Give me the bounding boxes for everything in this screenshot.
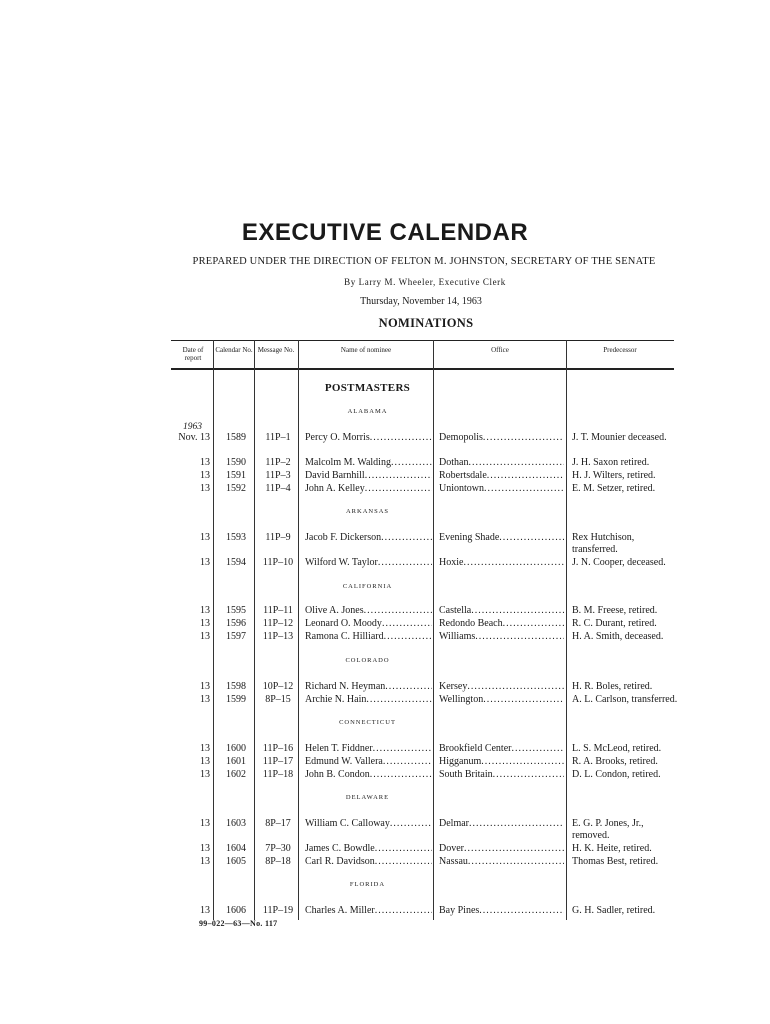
leader-dots	[375, 856, 432, 867]
row-office-text: Williams	[439, 631, 476, 642]
leader-dots	[468, 856, 564, 867]
row-message-no	[256, 856, 300, 867]
row-calendar-no-text: 1597	[226, 631, 246, 642]
row-date-text: 13	[200, 743, 210, 754]
row-date	[170, 618, 210, 629]
row-calendar-no	[216, 532, 256, 543]
row-message-no-text: 11P–18	[262, 769, 294, 780]
leader-dots	[511, 743, 564, 754]
row-nominee-name-text: William C. Calloway	[305, 818, 390, 829]
row-predecessor-text: B. M. Freese, retired.	[572, 605, 658, 616]
row-calendar-no	[216, 743, 256, 754]
row-office-text: Higganum	[439, 756, 482, 767]
row-calendar-no	[216, 457, 256, 468]
row-office-text: Hoxie	[439, 557, 464, 568]
row-calendar-no	[216, 618, 256, 629]
row-date	[170, 432, 210, 443]
row-date-text: 13	[200, 631, 210, 642]
row-date-text: 13	[200, 457, 210, 468]
row-calendar-no	[216, 769, 256, 780]
row-date	[170, 856, 210, 867]
row-message-no-text: 10P–12	[262, 681, 294, 692]
leader-dots	[479, 905, 564, 916]
row-date-text: 13	[200, 681, 210, 692]
row-predecessor-text: G. H. Sadler, retired.	[572, 905, 656, 916]
row-predecessor	[572, 457, 682, 469]
row-message-no-text: 11P–1	[265, 432, 291, 443]
leader-dots	[373, 743, 432, 754]
leader-dots	[503, 618, 564, 629]
table-top-rule	[171, 340, 674, 341]
leader-dots	[390, 818, 432, 829]
row-date	[170, 756, 210, 767]
row-message-no	[256, 818, 300, 829]
row-date	[170, 457, 210, 468]
row-nominee-name	[305, 457, 432, 468]
row-office	[439, 605, 564, 616]
row-predecessor-text: J. T. Mounier deceased.	[572, 432, 667, 443]
leader-dots	[484, 483, 564, 494]
state-heading: ALABAMA	[347, 408, 388, 415]
row-nominee-name	[305, 856, 432, 867]
row-office-text: Dover	[439, 843, 464, 854]
row-nominee-name-text: James C. Bowdle	[305, 843, 375, 854]
executive-clerk-line: By Larry M. Wheeler, Executive Clerk	[344, 277, 506, 287]
state-heading: ARKANSAS	[345, 508, 390, 515]
row-calendar-no	[216, 631, 256, 642]
row-calendar-no	[216, 843, 256, 854]
row-calendar-no-text: 1600	[226, 743, 246, 754]
row-predecessor	[572, 532, 682, 556]
row-office-text: Evening Shade	[439, 532, 500, 543]
row-message-no-text: 11P–10	[262, 557, 294, 568]
row-office-text: Bay Pines	[439, 905, 480, 916]
row-calendar-no-text: 1589	[226, 432, 246, 443]
leader-dots	[468, 457, 564, 468]
leader-dots	[375, 905, 432, 916]
row-office-text: Wellington	[439, 694, 484, 705]
row-nominee-name	[305, 605, 432, 616]
column-divider	[298, 340, 299, 920]
header-message-no: Message No.	[257, 346, 295, 354]
row-message-no-text: 11P–2	[265, 457, 291, 468]
row-date-text: 13	[200, 694, 210, 705]
row-office-text: Brookfield Center	[439, 743, 512, 754]
row-date	[170, 818, 210, 829]
row-message-no	[256, 470, 300, 481]
row-predecessor-text: H. A. Smith, deceased.	[572, 631, 664, 642]
row-nominee-name-text: Edmund W. Vallera	[305, 756, 383, 767]
row-predecessor	[572, 483, 682, 495]
leader-dots	[364, 605, 432, 616]
leader-dots	[391, 457, 432, 468]
row-date	[170, 631, 210, 642]
row-calendar-no-text: 1598	[226, 681, 246, 692]
row-message-no	[256, 905, 300, 916]
row-nominee-name	[305, 756, 432, 767]
row-nominee-name-text: Richard N. Heyman	[305, 681, 386, 692]
row-office-text: Nassau	[439, 856, 468, 867]
leader-dots	[384, 631, 432, 642]
row-nominee-name	[305, 432, 432, 443]
row-predecessor	[572, 818, 682, 842]
row-message-no-text: 8P–18	[265, 856, 291, 867]
state-heading: DELAWARE	[345, 794, 390, 801]
leader-dots	[471, 605, 564, 616]
column-divider	[566, 340, 567, 920]
row-message-no-text: 11P–13	[262, 631, 294, 642]
row-predecessor-text: A. L. Carlson, transferred.	[572, 694, 678, 705]
header-date-of-report: Date of report	[182, 346, 204, 362]
row-message-no-text: 11P–19	[262, 905, 294, 916]
row-nominee-name-text: John B. Condon	[305, 769, 370, 780]
row-date-text: 13	[200, 470, 210, 481]
row-calendar-no	[216, 483, 256, 494]
row-message-no	[256, 618, 300, 629]
row-office	[439, 694, 564, 705]
row-calendar-no-text: 1590	[226, 457, 246, 468]
leader-dots	[493, 769, 564, 780]
row-office-text: Demopolis	[439, 432, 483, 443]
row-calendar-no	[216, 557, 256, 568]
leader-dots	[375, 843, 432, 854]
row-office-text: Castella	[439, 605, 472, 616]
row-predecessor	[572, 756, 682, 768]
row-office	[439, 470, 564, 481]
row-calendar-no	[216, 470, 256, 481]
row-calendar-no-text: 1591	[226, 470, 246, 481]
leader-dots	[381, 532, 432, 543]
row-office-text: South Britain	[439, 769, 493, 780]
leader-dots	[365, 483, 432, 494]
row-calendar-no-text: 1593	[226, 532, 246, 543]
row-office	[439, 483, 564, 494]
row-date	[170, 694, 210, 705]
row-office-text: Uniontown	[439, 483, 484, 494]
row-predecessor	[572, 769, 682, 781]
row-nominee-name-text: Jacob F. Dickerson	[305, 532, 382, 543]
calendar-title: EXECUTIVE CALENDAR	[241, 219, 529, 246]
leader-dots	[475, 631, 564, 642]
leader-dots	[370, 432, 432, 443]
row-date	[170, 769, 210, 780]
year-label: 1963	[183, 422, 202, 432]
row-nominee-name	[305, 470, 432, 481]
row-calendar-no	[216, 856, 256, 867]
row-nominee-name-text: David Barnhill	[305, 470, 365, 481]
row-calendar-no-text: 1601	[226, 756, 246, 767]
row-predecessor-text: R. A. Brooks, retired.	[572, 756, 658, 767]
column-divider	[433, 340, 434, 920]
state-heading: CONNECTICUT	[339, 719, 396, 726]
leader-dots	[378, 557, 432, 568]
row-nominee-name-text: Olive A. Jones	[305, 605, 364, 616]
row-date	[170, 483, 210, 494]
row-calendar-no	[216, 432, 256, 443]
postmasters-heading: POSTMASTERS	[324, 382, 411, 394]
row-message-no	[256, 457, 300, 468]
row-predecessor	[572, 470, 682, 482]
row-predecessor	[572, 694, 682, 706]
row-predecessor-text: H. K. Heite, retired.	[572, 843, 652, 854]
row-office	[439, 432, 564, 443]
row-nominee-name	[305, 483, 432, 494]
row-date-text: 13	[200, 557, 210, 568]
row-message-no	[256, 843, 300, 854]
row-message-no-text: 11P–3	[265, 470, 291, 481]
row-date	[170, 905, 210, 916]
column-divider	[254, 340, 255, 920]
row-office	[439, 557, 564, 568]
row-nominee-name-text: Archie N. Hain	[305, 694, 367, 705]
row-calendar-no	[216, 694, 256, 705]
row-calendar-no	[216, 681, 256, 692]
row-date-text: 13	[200, 605, 210, 616]
leader-dots	[385, 681, 432, 692]
row-office	[439, 856, 564, 867]
row-nominee-name-text: Carl R. Davidson	[305, 856, 375, 867]
row-date-text: 13	[200, 843, 210, 854]
row-message-no-text: 11P–16	[262, 743, 294, 754]
leader-dots	[366, 694, 432, 705]
row-message-no	[256, 605, 300, 616]
row-date	[170, 681, 210, 692]
row-message-no	[256, 694, 300, 705]
leader-dots	[382, 618, 432, 629]
row-date-text: Nov. 13	[178, 432, 210, 443]
row-office	[439, 756, 564, 767]
row-message-no-text: 7P–30	[265, 843, 291, 854]
row-calendar-no-text: 1595	[226, 605, 246, 616]
row-message-no	[256, 756, 300, 767]
row-predecessor-text: E. G. P. Jones, Jr., removed.	[572, 818, 644, 841]
row-message-no-text: 11P–12	[262, 618, 294, 629]
row-predecessor	[572, 618, 682, 630]
row-message-no	[256, 769, 300, 780]
row-nominee-name	[305, 769, 432, 780]
row-office-text: Robertsdale	[439, 470, 487, 481]
row-predecessor-text: H. R. Boles, retired.	[572, 681, 653, 692]
row-office-text: Delmar	[439, 818, 469, 829]
row-date-text: 13	[200, 818, 210, 829]
leader-dots	[481, 756, 564, 767]
row-calendar-no	[216, 905, 256, 916]
state-heading: COLORADO	[345, 657, 390, 664]
row-message-no	[256, 532, 300, 543]
row-calendar-no-text: 1604	[226, 843, 246, 854]
row-nominee-name	[305, 618, 432, 629]
row-calendar-no-text: 1599	[226, 694, 246, 705]
row-message-no-text: 8P–17	[265, 818, 291, 829]
row-predecessor	[572, 905, 682, 917]
row-predecessor-text: Thomas Best, retired.	[572, 856, 659, 867]
row-predecessor	[572, 743, 682, 755]
row-predecessor	[572, 605, 682, 617]
row-calendar-no-text: 1602	[226, 769, 246, 780]
leader-dots	[370, 769, 432, 780]
row-predecessor-text: J. N. Cooper, deceased.	[572, 557, 666, 568]
row-message-no	[256, 432, 300, 443]
row-nominee-name	[305, 681, 432, 692]
header-calendar-no: Calendar No.	[215, 346, 253, 354]
row-calendar-no-text: 1606	[226, 905, 246, 916]
row-office	[439, 457, 564, 468]
row-nominee-name-text: Ramona C. Hilliard	[305, 631, 384, 642]
row-calendar-no-text: 1596	[226, 618, 246, 629]
leader-dots	[467, 681, 564, 692]
row-date	[170, 470, 210, 481]
state-heading: CALIFORNIA	[342, 583, 393, 590]
row-date	[170, 557, 210, 568]
row-calendar-no	[216, 756, 256, 767]
row-nominee-name	[305, 843, 432, 854]
row-message-no	[256, 631, 300, 642]
leader-dots	[499, 532, 564, 543]
leader-dots	[487, 470, 564, 481]
row-nominee-name	[305, 694, 432, 705]
row-message-no	[256, 483, 300, 494]
prepared-by-line: PREPARED UNDER THE DIRECTION OF FELTON M. JOHNSTON, SECRETARY OF THE SENATE	[192, 256, 656, 267]
row-date	[170, 843, 210, 854]
row-calendar-no-text: 1594	[226, 557, 246, 568]
row-nominee-name-text: Charles A. Miller	[305, 905, 375, 916]
row-nominee-name	[305, 631, 432, 642]
leader-dots	[383, 756, 432, 767]
row-message-no-text: 11P–4	[265, 483, 291, 494]
row-office	[439, 843, 564, 854]
row-nominee-name-text: Leonard O. Moody	[305, 618, 382, 629]
row-date	[170, 605, 210, 616]
row-date-text: 13	[200, 756, 210, 767]
row-message-no	[256, 557, 300, 568]
row-calendar-no-text: 1605	[226, 856, 246, 867]
row-office	[439, 681, 564, 692]
row-office	[439, 631, 564, 642]
row-date-text: 13	[200, 483, 210, 494]
row-predecessor-text: R. C. Durant, retired.	[572, 618, 657, 629]
row-office	[439, 743, 564, 754]
row-predecessor-text: H. J. Wilters, retired.	[572, 470, 656, 481]
row-office	[439, 618, 564, 629]
row-predecessor	[572, 557, 682, 569]
leader-dots	[464, 843, 564, 854]
row-predecessor-text: Rex Hutchison, transferred.	[572, 532, 635, 555]
row-date-text: 13	[200, 769, 210, 780]
row-nominee-name	[305, 818, 432, 829]
row-predecessor-text: E. M. Setzer, retired.	[572, 483, 656, 494]
leader-dots	[365, 470, 432, 481]
row-date	[170, 532, 210, 543]
row-predecessor	[572, 681, 682, 693]
row-calendar-no-text: 1603	[226, 818, 246, 829]
row-message-no-text: 11P–9	[265, 532, 291, 543]
header-nominee-name: Name of nominee	[340, 346, 392, 354]
document-footer: 99–022—63—No. 117	[199, 919, 278, 928]
row-office-text: Redondo Beach	[439, 618, 503, 629]
row-predecessor	[572, 631, 682, 643]
calendar-date: Thursday, November 14, 1963	[360, 296, 482, 307]
row-predecessor	[572, 843, 682, 855]
column-divider	[213, 340, 214, 920]
row-date-text: 13	[200, 905, 210, 916]
row-nominee-name-text: Wilford W. Taylor	[305, 557, 378, 568]
row-message-no-text: 11P–11	[263, 605, 293, 616]
row-message-no-text: 11P–17	[262, 756, 294, 767]
row-office	[439, 905, 564, 916]
table-header-rule	[171, 368, 674, 370]
row-office	[439, 769, 564, 780]
row-predecessor-text: D. L. Condon, retired.	[572, 769, 661, 780]
row-nominee-name-text: Malcolm M. Walding	[305, 457, 391, 468]
row-date-text: 13	[200, 856, 210, 867]
row-predecessor	[572, 432, 682, 444]
leader-dots	[483, 432, 564, 443]
row-nominee-name	[305, 905, 432, 916]
row-nominee-name-text: John A. Kelley	[305, 483, 365, 494]
row-nominee-name-text: Helen T. Fiddner	[305, 743, 373, 754]
row-date	[170, 743, 210, 754]
row-message-no	[256, 743, 300, 754]
row-predecessor-text: J. H. Saxon retired.	[572, 457, 650, 468]
row-office-text: Dothan	[439, 457, 469, 468]
row-calendar-no-text: 1592	[226, 483, 246, 494]
row-nominee-name-text: Percy O. Morris	[305, 432, 370, 443]
row-date-text: 13	[200, 532, 210, 543]
leader-dots	[469, 818, 564, 829]
row-office-text: Kersey	[439, 681, 468, 692]
leader-dots	[463, 557, 564, 568]
row-office	[439, 532, 564, 543]
row-calendar-no	[216, 605, 256, 616]
row-predecessor-text: L. S. McLeod, retired.	[572, 743, 662, 754]
row-message-no	[256, 681, 300, 692]
row-nominee-name	[305, 743, 432, 754]
row-nominee-name	[305, 557, 432, 568]
leader-dots	[483, 694, 564, 705]
row-predecessor	[572, 856, 682, 868]
section-heading: NOMINATIONS	[378, 316, 474, 330]
header-predecessor: Predecessor	[603, 346, 637, 354]
row-calendar-no	[216, 818, 256, 829]
state-heading: FLORIDA	[349, 881, 386, 888]
row-office	[439, 818, 564, 829]
row-message-no-text: 8P–15	[265, 694, 291, 705]
row-date-text: 13	[200, 618, 210, 629]
header-office: Office	[491, 346, 509, 354]
row-nominee-name	[305, 532, 432, 543]
